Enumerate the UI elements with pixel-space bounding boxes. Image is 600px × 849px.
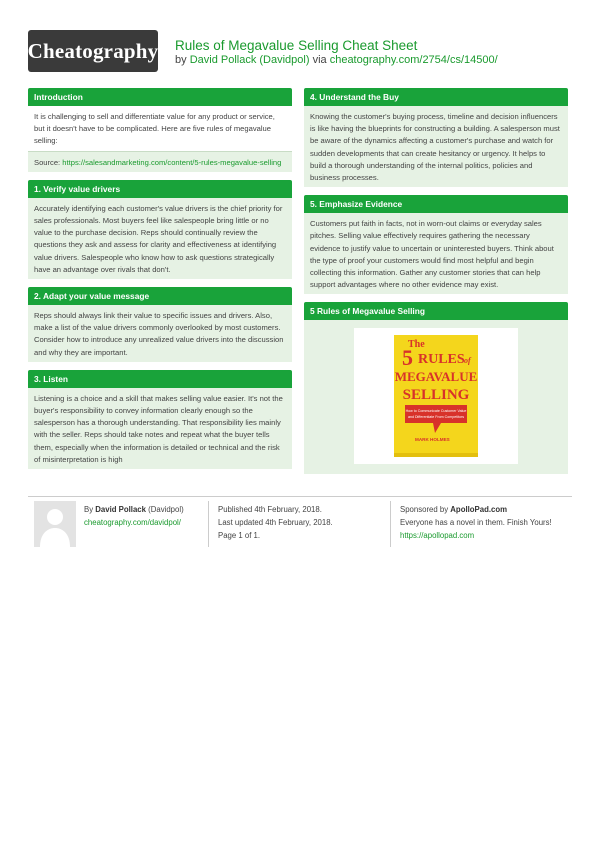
- section-adapt-value-message: [28, 287, 292, 362]
- sheet-url-link[interactable]: cheatography.com/2754/cs/14500/: [329, 54, 498, 66]
- footer-sponsor-tagline: Everyone has a novel in them. Finish Yours!: [400, 518, 552, 527]
- section-title: 1. Verify value drivers: [28, 180, 292, 198]
- section-text: It is challenging to sell and differentiate value for any product or service, but it doesn't have to be complicated. Here are five rules of megavalue selling:: [28, 106, 292, 151]
- author-link[interactable]: David Pollack (Davidpol): [189, 54, 310, 66]
- book-megavalue-text: MEGAVALUE: [394, 369, 478, 385]
- footer-dates-block: [218, 503, 333, 542]
- via-label: via: [312, 54, 327, 66]
- book-frame: [354, 328, 518, 464]
- section-introduction: [28, 88, 292, 172]
- section-source: [28, 151, 292, 172]
- book-subtitle-line-2: and Differentiate From Competitors: [407, 415, 465, 420]
- section-text: Knowing the customer's buying process, timeline and decision influencers is like having the blueprints for constructing a building. A salesperson must be aware of the dynamics affecting a customer's purchase and watch for sudden developments that can create hesitancy or urgency. It helps to build a thorough understanding of the internal politics, policies and business processes.: [304, 106, 568, 187]
- section-title: 4. Understand the Buy: [304, 88, 568, 106]
- section-text: Listening is a choice and a skill that makes selling value easier. It's not the buyer's responsibility to convey information clearly enough so the salesperson has a thorough understanding. That responsibility lies mainly with the seller. Reps should take notes and repeat what the buyer tells them, especially when the information is detailed or technical and the risk of misinterpretation is high: [28, 388, 292, 469]
- book-of-text: of: [464, 356, 471, 366]
- cheatography-logo[interactable]: Cheatography: [28, 30, 158, 72]
- section-title: 5 Rules of Megavalue Selling: [304, 302, 568, 320]
- footer-author-link[interactable]: cheatography.com/davidpol/: [84, 518, 181, 527]
- book-selling-text: SELLING: [402, 387, 470, 404]
- section-text: Accurately identifying each customer's value drivers is the chief priority for sales professionals. Most buyers feel like salespeople bring little or no value to the purchase decision. Reps should continually review the questions they ask and assess for clarity and effectiveness at identifying value drivers. Salespeople who know how to ask questions strategically have an advantage over rivals that don't.: [28, 198, 292, 279]
- book-author-text: MARK HOLMES: [415, 437, 450, 443]
- left-column: [28, 88, 292, 477]
- user-silhouette-icon: [34, 501, 76, 547]
- footer-updated: Last updated 4th February, 2018.: [218, 518, 333, 527]
- section-title: 5. Emphasize Evidence: [304, 195, 568, 213]
- section-text: Customers put faith in facts, not in worn-out claims or everyday sales pitches. Selling value effectively requires gathering the necessary evidence to justify value to uncertain or uninterested buyers. Think about the type of proof your customers would find most helpful and begin collecting this information. Gather any customer stories that can help support advantages where no other evidence may exist.: [304, 213, 568, 294]
- book-five-text: 5: [402, 345, 413, 371]
- footer-author-handle: (Davidpol): [148, 505, 184, 514]
- source-label: Source:: [34, 157, 61, 167]
- source-link[interactable]: https://salesandmarketing.com/content/5-rules-megavalue-selling: [62, 157, 282, 167]
- section-listen: [28, 370, 292, 469]
- section-text: Reps should always link their value to specific issues and drivers. Also, make a list of the value drivers commonly overlooked by most customers. Consider how to introduce any unrealized value drivers into the discussion and why they are important.: [28, 305, 292, 362]
- author-avatar[interactable]: [34, 501, 76, 547]
- footer-by-label: By: [84, 505, 94, 514]
- right-column: [304, 88, 568, 482]
- book-rules-text: RULES: [418, 352, 465, 368]
- section-five-rules: [304, 302, 568, 474]
- footer-author-block: [84, 503, 184, 529]
- section-title: 3. Listen: [28, 370, 292, 388]
- footer-published: Published 4th February, 2018.: [218, 505, 322, 514]
- footer-divider: [208, 501, 209, 547]
- section-verify-value-drivers: [28, 180, 292, 279]
- section-understand-the-buy: [304, 88, 568, 187]
- footer-page-number: Page 1 of 1.: [218, 531, 261, 540]
- footer-sponsor-link[interactable]: https://apollopad.com: [400, 531, 475, 540]
- footer-sponsor-block: [400, 503, 552, 542]
- book-the-text: The: [408, 339, 425, 351]
- footer: [28, 496, 572, 552]
- page-title: Rules of Megavalue Selling Cheat Sheet: [175, 38, 418, 53]
- by-prefix: by: [175, 54, 187, 66]
- section-title: Introduction: [28, 88, 292, 106]
- byline: [175, 54, 498, 66]
- footer-sponsor-name[interactable]: ApolloPad.com: [450, 505, 508, 514]
- section-title: 2. Adapt your value message: [28, 287, 292, 305]
- footer-sponsored-label: Sponsored by: [400, 505, 449, 514]
- section-emphasize-evidence: [304, 195, 568, 294]
- footer-author-name: David Pollack: [95, 505, 146, 514]
- book-cover-image: [391, 333, 481, 459]
- footer-divider: [390, 501, 391, 547]
- book-subtitle-line-1: How to Communicate Customer Value: [405, 409, 467, 414]
- book-image-container: [304, 320, 568, 474]
